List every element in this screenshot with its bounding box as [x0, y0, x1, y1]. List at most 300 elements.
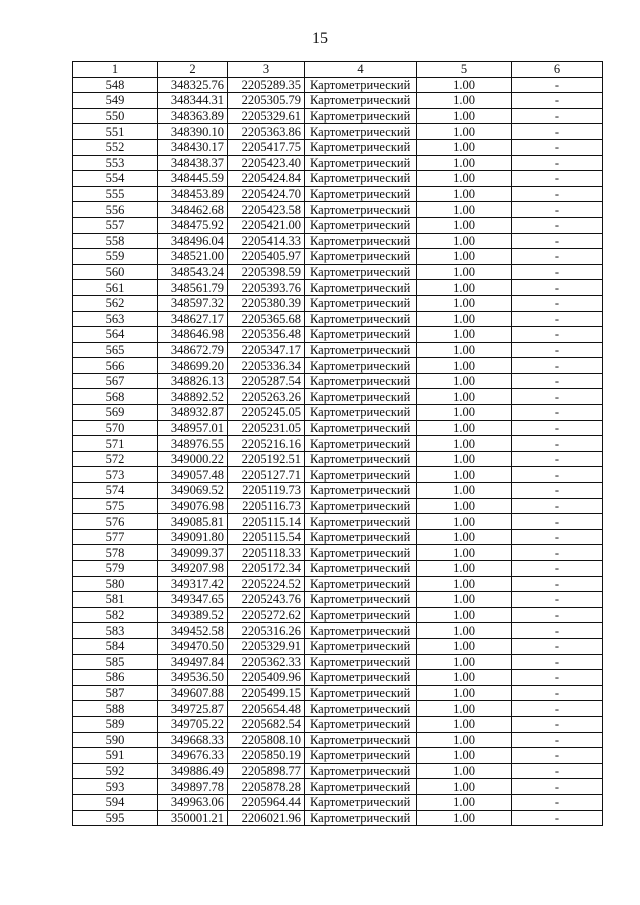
x-coordinate-cell: 348475.92: [158, 217, 228, 233]
point-number-cell: 583: [73, 623, 158, 639]
note-cell: -: [512, 295, 603, 311]
note-cell: -: [512, 451, 603, 467]
method-cell: Картометрический: [305, 498, 417, 514]
column-header: 3: [228, 62, 305, 78]
point-number-cell: 586: [73, 670, 158, 686]
x-coordinate-cell: 348932.87: [158, 405, 228, 421]
x-coordinate-cell: 349607.88: [158, 685, 228, 701]
x-coordinate-cell: 348826.13: [158, 373, 228, 389]
point-number-cell: 574: [73, 483, 158, 499]
y-coordinate-cell: 2205424.70: [228, 186, 305, 202]
x-coordinate-cell: 349676.33: [158, 748, 228, 764]
method-cell: Картометрический: [305, 436, 417, 452]
method-cell: Картометрический: [305, 139, 417, 155]
note-cell: -: [512, 405, 603, 421]
accuracy-cell: 1.00: [417, 124, 512, 140]
y-coordinate-cell: 2205118.33: [228, 545, 305, 561]
accuracy-cell: 1.00: [417, 467, 512, 483]
point-number-cell: 567: [73, 373, 158, 389]
accuracy-cell: 1.00: [417, 77, 512, 93]
note-cell: -: [512, 77, 603, 93]
point-number-cell: 590: [73, 732, 158, 748]
accuracy-cell: 1.00: [417, 311, 512, 327]
y-coordinate-cell: 2205398.59: [228, 264, 305, 280]
note-cell: -: [512, 202, 603, 218]
method-cell: Картометрический: [305, 280, 417, 296]
y-coordinate-cell: 2205263.26: [228, 389, 305, 405]
note-cell: -: [512, 420, 603, 436]
note-cell: -: [512, 436, 603, 452]
accuracy-cell: 1.00: [417, 420, 512, 436]
table-row: [73, 420, 603, 436]
point-number-cell: 551: [73, 124, 158, 140]
accuracy-cell: 1.00: [417, 202, 512, 218]
method-cell: Картометрический: [305, 701, 417, 717]
accuracy-cell: 1.00: [417, 670, 512, 686]
note-cell: -: [512, 155, 603, 171]
point-number-cell: 566: [73, 358, 158, 374]
method-cell: Картометрический: [305, 545, 417, 561]
y-coordinate-cell: 2205243.76: [228, 592, 305, 608]
point-number-cell: 549: [73, 93, 158, 109]
accuracy-cell: 1.00: [417, 280, 512, 296]
table-row: [73, 794, 603, 810]
accuracy-cell: 1.00: [417, 716, 512, 732]
point-number-cell: 568: [73, 389, 158, 405]
method-cell: Картометрический: [305, 77, 417, 93]
table-row: [73, 670, 603, 686]
point-number-cell: 571: [73, 436, 158, 452]
y-coordinate-cell: 2205224.52: [228, 576, 305, 592]
table-row: [73, 139, 603, 155]
method-cell: Картометрический: [305, 186, 417, 202]
table-row: [73, 685, 603, 701]
x-coordinate-cell: 349317.42: [158, 576, 228, 592]
point-number-cell: 552: [73, 139, 158, 155]
table-row: [73, 483, 603, 499]
note-cell: -: [512, 342, 603, 358]
method-cell: Картометрический: [305, 264, 417, 280]
method-cell: Картометрический: [305, 748, 417, 764]
table-row: [73, 529, 603, 545]
y-coordinate-cell: 2205499.15: [228, 685, 305, 701]
method-cell: Картометрический: [305, 233, 417, 249]
table-row: [73, 498, 603, 514]
x-coordinate-cell: 348543.24: [158, 264, 228, 280]
accuracy-cell: 1.00: [417, 561, 512, 577]
point-number-cell: 592: [73, 763, 158, 779]
x-coordinate-cell: 349091.80: [158, 529, 228, 545]
point-number-cell: 584: [73, 638, 158, 654]
method-cell: Картометрический: [305, 654, 417, 670]
method-cell: Картометрический: [305, 342, 417, 358]
method-cell: Картометрический: [305, 732, 417, 748]
x-coordinate-cell: 349000.22: [158, 451, 228, 467]
note-cell: -: [512, 233, 603, 249]
y-coordinate-cell: 2205305.79: [228, 93, 305, 109]
point-number-cell: 577: [73, 529, 158, 545]
table-row: [73, 249, 603, 265]
x-coordinate-cell: 349057.48: [158, 467, 228, 483]
point-number-cell: 572: [73, 451, 158, 467]
y-coordinate-cell: 2205405.97: [228, 249, 305, 265]
y-coordinate-cell: 2205329.61: [228, 108, 305, 124]
table-row: [73, 654, 603, 670]
accuracy-cell: 1.00: [417, 576, 512, 592]
y-coordinate-cell: 2205409.96: [228, 670, 305, 686]
note-cell: -: [512, 139, 603, 155]
point-number-cell: 581: [73, 592, 158, 608]
y-coordinate-cell: 2205336.34: [228, 358, 305, 374]
accuracy-cell: 1.00: [417, 483, 512, 499]
accuracy-cell: 1.00: [417, 514, 512, 530]
table-row: [73, 638, 603, 654]
accuracy-cell: 1.00: [417, 529, 512, 545]
note-cell: -: [512, 763, 603, 779]
note-cell: -: [512, 545, 603, 561]
note-cell: -: [512, 280, 603, 296]
x-coordinate-cell: 348496.04: [158, 233, 228, 249]
accuracy-cell: 1.00: [417, 748, 512, 764]
note-cell: -: [512, 108, 603, 124]
y-coordinate-cell: 2205115.54: [228, 529, 305, 545]
header-row: [73, 62, 603, 78]
note-cell: -: [512, 529, 603, 545]
accuracy-cell: 1.00: [417, 498, 512, 514]
method-cell: Картометрический: [305, 171, 417, 187]
y-coordinate-cell: 2205417.75: [228, 139, 305, 155]
x-coordinate-cell: 348438.37: [158, 155, 228, 171]
accuracy-cell: 1.00: [417, 233, 512, 249]
point-number-cell: 565: [73, 342, 158, 358]
table-row: [73, 545, 603, 561]
accuracy-cell: 1.00: [417, 93, 512, 109]
accuracy-cell: 1.00: [417, 654, 512, 670]
column-header: 4: [305, 62, 417, 78]
table-row: [73, 202, 603, 218]
point-number-cell: 555: [73, 186, 158, 202]
table-row: [73, 514, 603, 530]
x-coordinate-cell: 349389.52: [158, 607, 228, 623]
point-number-cell: 569: [73, 405, 158, 421]
y-coordinate-cell: 2205289.35: [228, 77, 305, 93]
coordinates-table: [72, 61, 603, 826]
note-cell: -: [512, 93, 603, 109]
note-cell: -: [512, 794, 603, 810]
method-cell: Картометрический: [305, 358, 417, 374]
y-coordinate-cell: 2205287.54: [228, 373, 305, 389]
table-row: [73, 171, 603, 187]
method-cell: Картометрический: [305, 529, 417, 545]
method-cell: Картометрический: [305, 420, 417, 436]
x-coordinate-cell: 348344.31: [158, 93, 228, 109]
point-number-cell: 573: [73, 467, 158, 483]
x-coordinate-cell: 349470.50: [158, 638, 228, 654]
x-coordinate-cell: 348672.79: [158, 342, 228, 358]
table-body: [73, 77, 603, 826]
accuracy-cell: 1.00: [417, 763, 512, 779]
table-row: [73, 373, 603, 389]
x-coordinate-cell: 349347.65: [158, 592, 228, 608]
table-row: [73, 576, 603, 592]
table-row: [73, 436, 603, 452]
point-number-cell: 559: [73, 249, 158, 265]
y-coordinate-cell: 2205216.16: [228, 436, 305, 452]
x-coordinate-cell: 349076.98: [158, 498, 228, 514]
accuracy-cell: 1.00: [417, 794, 512, 810]
point-number-cell: 585: [73, 654, 158, 670]
note-cell: -: [512, 607, 603, 623]
table-row: [73, 763, 603, 779]
table-row: [73, 732, 603, 748]
x-coordinate-cell: 350001.21: [158, 810, 228, 826]
note-cell: -: [512, 810, 603, 826]
column-header: 2: [158, 62, 228, 78]
method-cell: Картометрический: [305, 311, 417, 327]
point-number-cell: 553: [73, 155, 158, 171]
x-coordinate-cell: 348627.17: [158, 311, 228, 327]
accuracy-cell: 1.00: [417, 623, 512, 639]
table-row: [73, 155, 603, 171]
point-number-cell: 550: [73, 108, 158, 124]
x-coordinate-cell: 349207.98: [158, 561, 228, 577]
note-cell: -: [512, 748, 603, 764]
table-row: [73, 342, 603, 358]
table-row: [73, 233, 603, 249]
accuracy-cell: 1.00: [417, 701, 512, 717]
x-coordinate-cell: 348521.00: [158, 249, 228, 265]
table-row: [73, 716, 603, 732]
table-row: [73, 592, 603, 608]
table-row: [73, 451, 603, 467]
accuracy-cell: 1.00: [417, 779, 512, 795]
x-coordinate-cell: 349705.22: [158, 716, 228, 732]
table-row: [73, 186, 603, 202]
note-cell: -: [512, 623, 603, 639]
point-number-cell: 593: [73, 779, 158, 795]
x-coordinate-cell: 348462.68: [158, 202, 228, 218]
y-coordinate-cell: 2205172.34: [228, 561, 305, 577]
note-cell: -: [512, 701, 603, 717]
x-coordinate-cell: 349536.50: [158, 670, 228, 686]
method-cell: Картометрический: [305, 779, 417, 795]
note-cell: -: [512, 638, 603, 654]
table-row: [73, 280, 603, 296]
method-cell: Картометрический: [305, 763, 417, 779]
point-number-cell: 579: [73, 561, 158, 577]
x-coordinate-cell: 348976.55: [158, 436, 228, 452]
note-cell: -: [512, 171, 603, 187]
method-cell: Картометрический: [305, 389, 417, 405]
accuracy-cell: 1.00: [417, 186, 512, 202]
y-coordinate-cell: 2205119.73: [228, 483, 305, 499]
note-cell: -: [512, 592, 603, 608]
note-cell: -: [512, 311, 603, 327]
point-number-cell: 556: [73, 202, 158, 218]
accuracy-cell: 1.00: [417, 592, 512, 608]
accuracy-cell: 1.00: [417, 685, 512, 701]
accuracy-cell: 1.00: [417, 638, 512, 654]
table-row: [73, 311, 603, 327]
note-cell: -: [512, 389, 603, 405]
method-cell: Картометрический: [305, 514, 417, 530]
x-coordinate-cell: 348561.79: [158, 280, 228, 296]
accuracy-cell: 1.00: [417, 327, 512, 343]
method-cell: Картометрический: [305, 373, 417, 389]
accuracy-cell: 1.00: [417, 389, 512, 405]
y-coordinate-cell: 2205414.33: [228, 233, 305, 249]
table-row: [73, 217, 603, 233]
y-coordinate-cell: 2205316.26: [228, 623, 305, 639]
x-coordinate-cell: 348390.10: [158, 124, 228, 140]
accuracy-cell: 1.00: [417, 171, 512, 187]
method-cell: Картометрический: [305, 405, 417, 421]
method-cell: Картометрический: [305, 295, 417, 311]
table-row: [73, 405, 603, 421]
method-cell: Картометрический: [305, 794, 417, 810]
table-row: [73, 561, 603, 577]
x-coordinate-cell: 348363.89: [158, 108, 228, 124]
method-cell: Картометрический: [305, 638, 417, 654]
note-cell: -: [512, 373, 603, 389]
y-coordinate-cell: 2205192.51: [228, 451, 305, 467]
accuracy-cell: 1.00: [417, 436, 512, 452]
x-coordinate-cell: 349963.06: [158, 794, 228, 810]
note-cell: -: [512, 514, 603, 530]
note-cell: -: [512, 716, 603, 732]
table-row: [73, 124, 603, 140]
point-number-cell: 570: [73, 420, 158, 436]
note-cell: -: [512, 358, 603, 374]
point-number-cell: 582: [73, 607, 158, 623]
y-coordinate-cell: 2205329.91: [228, 638, 305, 654]
point-number-cell: 562: [73, 295, 158, 311]
y-coordinate-cell: 2205424.84: [228, 171, 305, 187]
note-cell: -: [512, 124, 603, 140]
point-number-cell: 591: [73, 748, 158, 764]
table-row: [73, 295, 603, 311]
accuracy-cell: 1.00: [417, 358, 512, 374]
x-coordinate-cell: 348325.76: [158, 77, 228, 93]
y-coordinate-cell: 2205231.05: [228, 420, 305, 436]
y-coordinate-cell: 2205356.48: [228, 327, 305, 343]
y-coordinate-cell: 2205421.00: [228, 217, 305, 233]
note-cell: -: [512, 186, 603, 202]
point-number-cell: 578: [73, 545, 158, 561]
note-cell: -: [512, 685, 603, 701]
note-cell: -: [512, 561, 603, 577]
method-cell: Картометрический: [305, 623, 417, 639]
accuracy-cell: 1.00: [417, 264, 512, 280]
table-row: [73, 467, 603, 483]
y-coordinate-cell: 2205423.58: [228, 202, 305, 218]
method-cell: Картометрический: [305, 576, 417, 592]
method-cell: Картометрический: [305, 108, 417, 124]
y-coordinate-cell: 2205363.86: [228, 124, 305, 140]
accuracy-cell: 1.00: [417, 108, 512, 124]
point-number-cell: 580: [73, 576, 158, 592]
table-row: [73, 93, 603, 109]
point-number-cell: 589: [73, 716, 158, 732]
y-coordinate-cell: 2205115.14: [228, 514, 305, 530]
method-cell: Картометрический: [305, 716, 417, 732]
point-number-cell: 558: [73, 233, 158, 249]
page-number: 15: [312, 30, 328, 47]
point-number-cell: 560: [73, 264, 158, 280]
note-cell: -: [512, 467, 603, 483]
point-number-cell: 588: [73, 701, 158, 717]
method-cell: Картометрический: [305, 124, 417, 140]
y-coordinate-cell: 2205878.28: [228, 779, 305, 795]
method-cell: Картометрический: [305, 561, 417, 577]
x-coordinate-cell: 349725.87: [158, 701, 228, 717]
table-row: [73, 108, 603, 124]
method-cell: Картометрический: [305, 327, 417, 343]
y-coordinate-cell: 2205116.73: [228, 498, 305, 514]
method-cell: Картометрический: [305, 483, 417, 499]
table-row: [73, 264, 603, 280]
note-cell: -: [512, 217, 603, 233]
point-number-cell: 576: [73, 514, 158, 530]
note-cell: -: [512, 779, 603, 795]
x-coordinate-cell: 348453.89: [158, 186, 228, 202]
x-coordinate-cell: 349497.84: [158, 654, 228, 670]
point-number-cell: 554: [73, 171, 158, 187]
table-row: [73, 810, 603, 826]
point-number-cell: 594: [73, 794, 158, 810]
accuracy-cell: 1.00: [417, 249, 512, 265]
table-row: [73, 701, 603, 717]
y-coordinate-cell: 2205380.39: [228, 295, 305, 311]
accuracy-cell: 1.00: [417, 607, 512, 623]
point-number-cell: 561: [73, 280, 158, 296]
y-coordinate-cell: 2205898.77: [228, 763, 305, 779]
table-row: [73, 748, 603, 764]
point-number-cell: 595: [73, 810, 158, 826]
y-coordinate-cell: 2205245.05: [228, 405, 305, 421]
y-coordinate-cell: 2206021.96: [228, 810, 305, 826]
method-cell: Картометрический: [305, 467, 417, 483]
method-cell: Картометрический: [305, 155, 417, 171]
accuracy-cell: 1.00: [417, 545, 512, 561]
x-coordinate-cell: 348597.32: [158, 295, 228, 311]
table-row: [73, 77, 603, 93]
column-header: 1: [73, 62, 158, 78]
x-coordinate-cell: 349668.33: [158, 732, 228, 748]
point-number-cell: 587: [73, 685, 158, 701]
y-coordinate-cell: 2205365.68: [228, 311, 305, 327]
point-number-cell: 548: [73, 77, 158, 93]
note-cell: -: [512, 670, 603, 686]
accuracy-cell: 1.00: [417, 342, 512, 358]
x-coordinate-cell: 349099.37: [158, 545, 228, 561]
point-number-cell: 564: [73, 327, 158, 343]
accuracy-cell: 1.00: [417, 373, 512, 389]
method-cell: Картометрический: [305, 592, 417, 608]
method-cell: Картометрический: [305, 670, 417, 686]
method-cell: Картометрический: [305, 451, 417, 467]
column-header: 6: [512, 62, 603, 78]
y-coordinate-cell: 2205964.44: [228, 794, 305, 810]
x-coordinate-cell: 349069.52: [158, 483, 228, 499]
point-number-cell: 557: [73, 217, 158, 233]
x-coordinate-cell: 348646.98: [158, 327, 228, 343]
y-coordinate-cell: 2205850.19: [228, 748, 305, 764]
y-coordinate-cell: 2205127.71: [228, 467, 305, 483]
x-coordinate-cell: 349886.49: [158, 763, 228, 779]
y-coordinate-cell: 2205423.40: [228, 155, 305, 171]
y-coordinate-cell: 2205347.17: [228, 342, 305, 358]
